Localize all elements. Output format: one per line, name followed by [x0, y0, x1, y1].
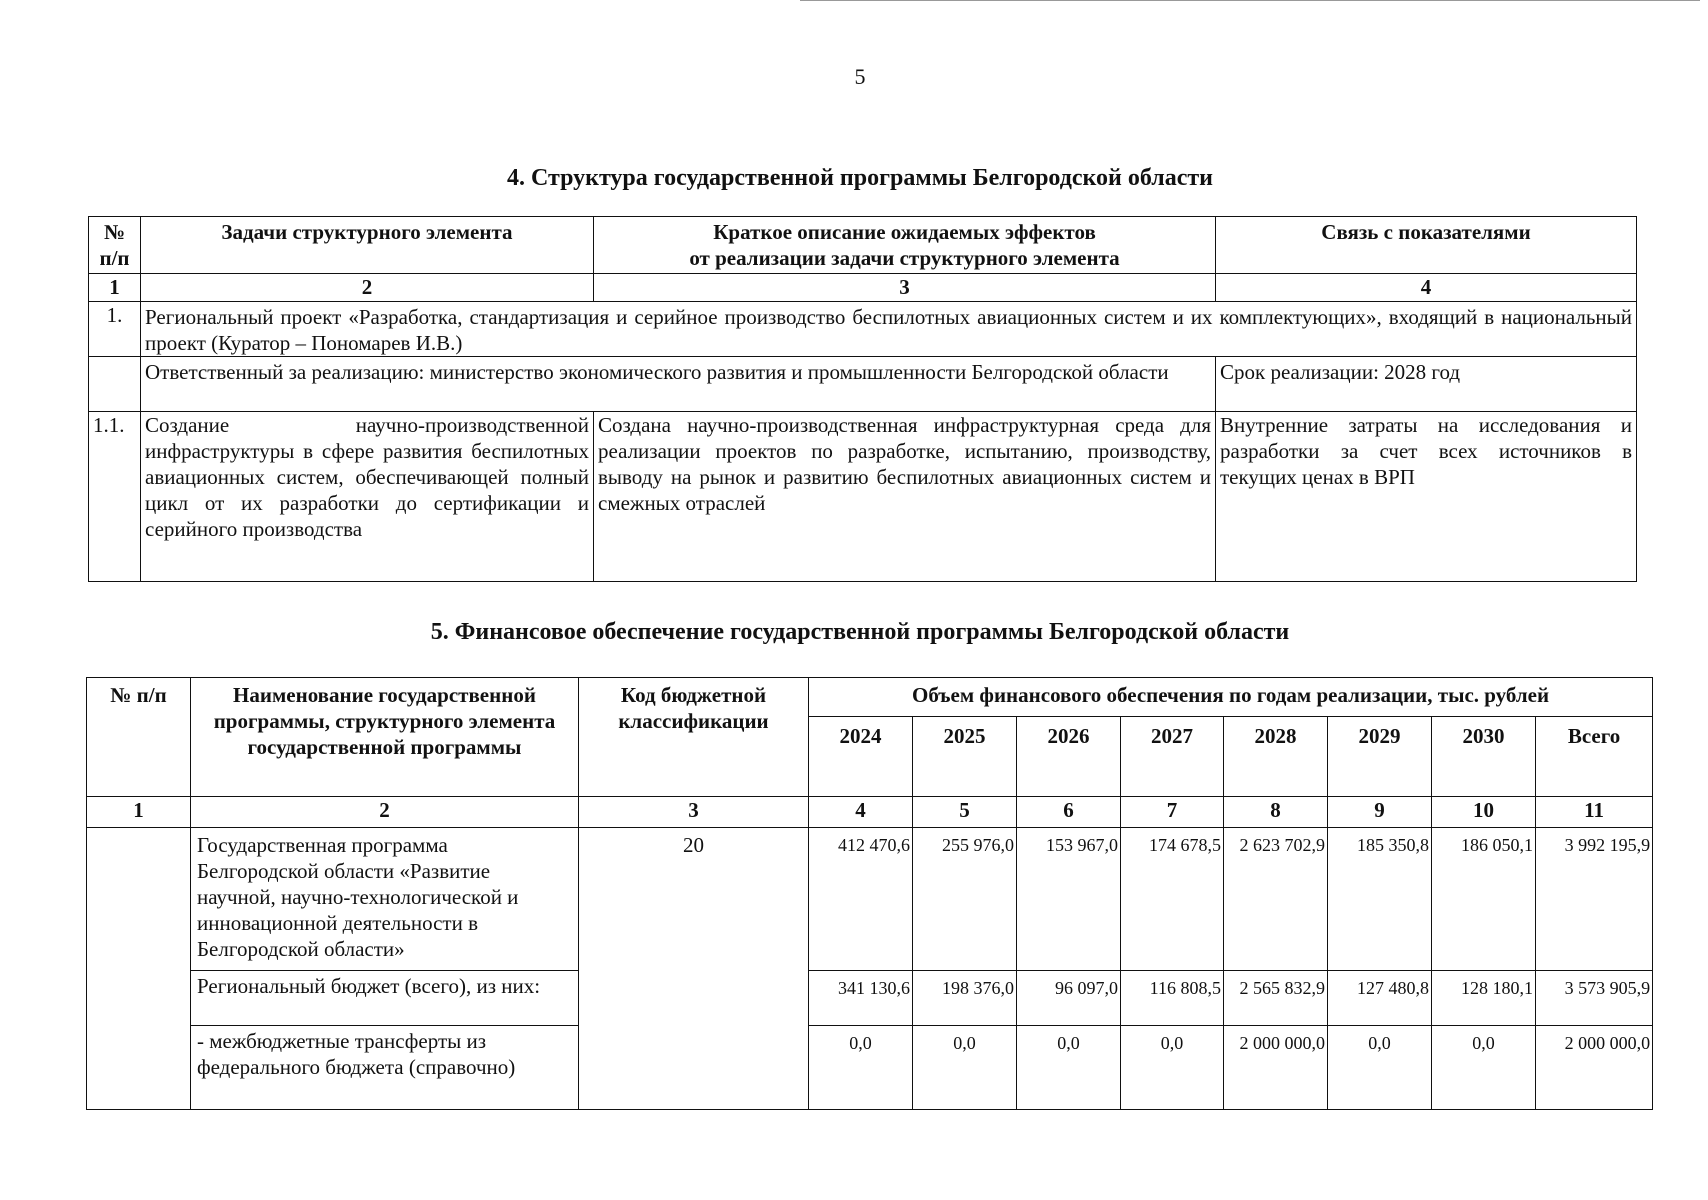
- value-cell: 2 000 000,0: [1536, 1026, 1653, 1110]
- project-text: Региональный проект «Разработка, стандартизация и серийное производство беспилотных авиационных систем и их комплектующих», входящий в национальный проект (Куратор – Пономарев И.В.): [141, 302, 1637, 357]
- colnum-cell: 9: [1328, 797, 1432, 828]
- value-cell: 0,0: [1328, 1026, 1432, 1110]
- year-header: 2029: [1328, 717, 1432, 797]
- colnum-cell: 5: [913, 797, 1017, 828]
- value-cell: 0,0: [913, 1026, 1017, 1110]
- finance-header-row-1: [87, 678, 1653, 717]
- regional-budget-row: [87, 971, 1653, 1026]
- colnum-cell: 6: [1017, 797, 1121, 828]
- colnum-cell: 2: [191, 797, 579, 828]
- colnum-cell: 8: [1224, 797, 1328, 828]
- finance-colnum-row: [87, 797, 1653, 828]
- value-cell: 255 976,0: [913, 828, 1017, 971]
- program-row: [87, 828, 1653, 971]
- colnum-cell: 3: [594, 274, 1216, 302]
- indicator-text: Внутренние затраты на исследования и разработки за счет всех источников в текущих ценах в ВРП: [1216, 412, 1637, 582]
- value-cell: 0,0: [1432, 1026, 1536, 1110]
- year-header: 2026: [1017, 717, 1121, 797]
- finance-table: [86, 677, 1653, 1110]
- value-cell: 0,0: [809, 1026, 913, 1110]
- deadline-text: Срок реализации: 2028 год: [1216, 357, 1637, 412]
- colnum-cell: 4: [1216, 274, 1637, 302]
- structure-section-title: 4. Структура государственной программы Белгородской области: [507, 165, 1213, 191]
- fin-header-code: Код бюджетной классификации: [579, 678, 809, 797]
- colnum-cell: 1: [87, 797, 191, 828]
- empty-cell: [89, 357, 141, 412]
- colnum-cell: 7: [1121, 797, 1224, 828]
- federal-transfers-row: [87, 1026, 1653, 1110]
- top-rule: [800, 0, 1700, 1]
- responsible-text: Ответственный за реализацию: министерство экономического развития и промышленности Белгородской области: [141, 357, 1216, 412]
- header-link: Связь с показателями: [1216, 217, 1637, 274]
- project-num: 1.: [89, 302, 141, 357]
- value-cell: 128 180,1: [1432, 971, 1536, 1026]
- empty-cell: [87, 828, 191, 1110]
- task-text: Создание научно-производственной инфраструктуры в сфере развития беспилотных авиационных систем, обеспечивающей полный цикл от их разработки до сертификации и серийного производства: [141, 412, 594, 582]
- year-header: 2024: [809, 717, 913, 797]
- value-cell: 186 050,1: [1432, 828, 1536, 971]
- colnum-cell: 10: [1432, 797, 1536, 828]
- structure-table: [88, 216, 1637, 582]
- task-row: [89, 412, 1637, 582]
- value-cell: 2 623 702,9: [1224, 828, 1328, 971]
- year-header: 2030: [1432, 717, 1536, 797]
- header-tasks: Задачи структурного элемента: [141, 217, 594, 274]
- value-cell: 2 000 000,0: [1224, 1026, 1328, 1110]
- structure-header-row: [89, 217, 1637, 274]
- responsible-row: [89, 357, 1637, 412]
- value-cell: 185 350,8: [1328, 828, 1432, 971]
- fin-header-name: Наименование государственной программы, структурного элемента государственной программы: [191, 678, 579, 797]
- finance-section-title: 5. Финансовое обеспечение государственной программы Белгородской области: [430, 619, 1290, 645]
- value-cell: 96 097,0: [1017, 971, 1121, 1026]
- year-header: 2027: [1121, 717, 1224, 797]
- effect-text: Создана научно-производственная инфраструктурная среда для реализации проектов по разработке, испытанию, производству, выводу на рынок и развитию беспилотных авиационных систем и смежных отраслей: [594, 412, 1216, 582]
- value-cell: 153 967,0: [1017, 828, 1121, 971]
- task-num: 1.1.: [89, 412, 141, 582]
- value-cell: 2 565 832,9: [1224, 971, 1328, 1026]
- project-row: [89, 302, 1637, 357]
- program-name: Государственная программа Белгородской области «Развитие научной, научно-технологической и инновационной деятельности в Белгородской области»: [191, 828, 579, 971]
- page-number: 5: [854, 64, 866, 89]
- budget-code: 20: [579, 828, 809, 1110]
- regional-budget-name: Региональный бюджет (всего), из них:: [191, 971, 579, 1026]
- value-cell: 341 130,6: [809, 971, 913, 1026]
- header-effects: Краткое описание ожидаемых эффектов от реализации задачи структурного элемента: [594, 217, 1216, 274]
- colnum-cell: 11: [1536, 797, 1653, 828]
- value-cell: 3 573 905,9: [1536, 971, 1653, 1026]
- colnum-cell: 4: [809, 797, 913, 828]
- value-cell: 198 376,0: [913, 971, 1017, 1026]
- structure-colnum-row: [89, 274, 1637, 302]
- colnum-cell: 2: [141, 274, 594, 302]
- federal-transfers-name: - межбюджетные трансферты из федерального бюджета (справочно): [191, 1026, 579, 1110]
- value-cell: 0,0: [1121, 1026, 1224, 1110]
- fin-header-num: № п/п: [87, 678, 191, 797]
- header-num: № п/п: [89, 217, 141, 274]
- year-header: 2028: [1224, 717, 1328, 797]
- value-cell: 116 808,5: [1121, 971, 1224, 1026]
- value-cell: 0,0: [1017, 1026, 1121, 1110]
- value-cell: 3 992 195,9: [1536, 828, 1653, 971]
- total-header: Всего: [1536, 717, 1653, 797]
- colnum-cell: 3: [579, 797, 809, 828]
- fin-header-volume: Объем финансового обеспечения по годам реализации, тыс. рублей: [809, 678, 1653, 717]
- value-cell: 412 470,6: [809, 828, 913, 971]
- value-cell: 174 678,5: [1121, 828, 1224, 971]
- colnum-cell: 1: [89, 274, 141, 302]
- value-cell: 127 480,8: [1328, 971, 1432, 1026]
- year-header: 2025: [913, 717, 1017, 797]
